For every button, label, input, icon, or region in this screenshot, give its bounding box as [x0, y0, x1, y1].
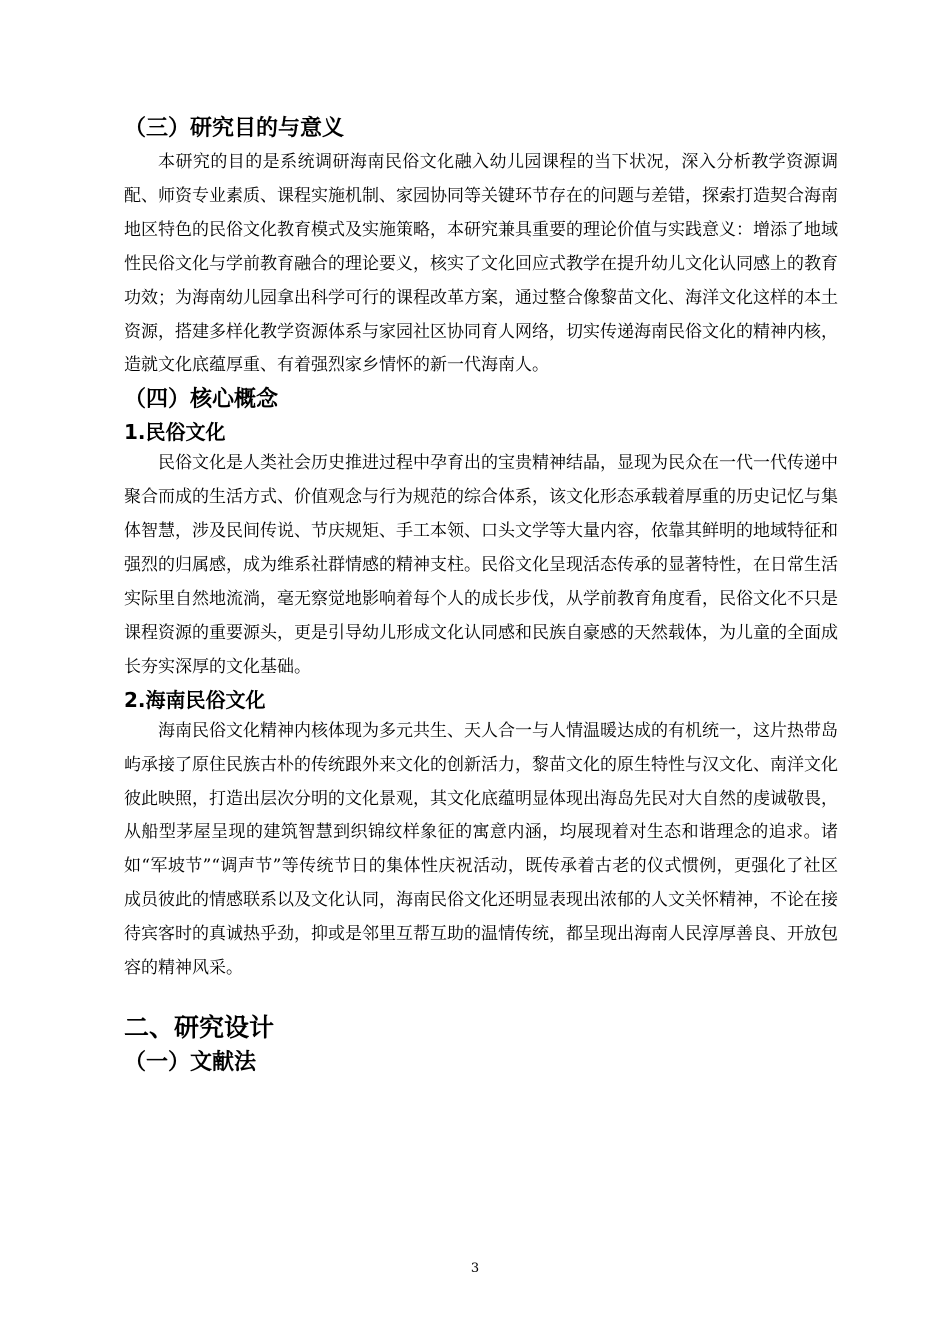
page-content — [124, 112, 838, 1080]
section-heading-purpose: （三）研究目的与意义 — [124, 116, 345, 141]
section-heading-literature-method: （一）文献法 — [124, 1049, 257, 1075]
paragraph-folk-culture: 民俗文化是人类社会历史推进过程中孕育出的宝贵精神结晶，显现为民众在一代一代传递中聚合而成的生活方式、价值观念与行为规范的综合体系，该文化形态承载着厚重的历史记忆与集体智慧，涉及民间传说、节庆规矩、手工本领、口头文学等大量内容，依靠其鲜明的地域特征和强烈的归属感，成为维系社群情感的精神支柱。民俗文化呈现活态传承的显著特性，在日常生活实际里自然地流淌，毫无察觉地影响着每个人的成长步伐，从学前教育角度看，民俗文化不只是课程资源的重要源头，更是引导幼儿形成文化认同感和民族自豪感的天然载体，为儿童的全面成长夯实深厚的文化基础。 — [124, 453, 838, 677]
subheading-hainan-folk-culture: 2.海南民俗文化 — [124, 687, 266, 712]
paragraph-purpose: 本研究的目的是系统调研海南民俗文化融入幼儿园课程的当下状况，深入分析教学资源调配、师资专业素质、课程实施机制、家园协同等关键环节存在的问题与差错，探索打造契合海南地区特色的民俗文化教育模式及实施策略，本研究兼具重要的理论价值与实践意义：增添了地域性民俗文化与学前教育融合的理论要义，核实了文化回应式教学在提升幼儿文化认同感上的教育功效；为海南幼儿园拿出科学可行的课程改革方案，通过整合像黎苗文化、海洋文化这样的本土资源，搭建多样化教学资源体系与家园社区协同育人网络，切实传递海南民俗文化的精神内核，造就文化底蕴厚重、有着强烈家乡情怀的新一代海南人。 — [124, 152, 838, 376]
paragraph-hainan-folk-culture: 海南民俗文化精神内核体现为多元共生、天人合一与人情温暖达成的有机统一，这片热带岛屿承接了原住民族古朴的传统跟外来文化的创新活力，黎苗文化的原生特性与汉文化、南洋文化彼此映照，打造出层次分明的文化景观，其文化底蕴明显体现出海岛先民对大自然的虔诚敬畏，从船型茅屋呈现的建筑智慧到织锦纹样象征的寓意内涵，均展现着对生态和谐理念的追求。诸如“军坡节”“调声节”等传统节日的集体性庆祝活动，既传承着古老的仪式惯例，更强化了社区成员彼此的情感联系以及文化认同，海南民俗文化还明显表现出浓郁的人文关怀精神，不论在接待宾客时的真诚热乎劲，抑或是邻里互帮互助的温情传统，都呈现出海南人民淳厚善良、开放包容的精神风采。 — [124, 720, 838, 979]
page-number: 3 — [470, 1261, 480, 1276]
section-spacer — [124, 986, 838, 1010]
chapter-heading-research-design: 二、研究设计 — [124, 1012, 275, 1042]
section-heading-core-concepts: （四）核心概念 — [124, 387, 279, 413]
subheading-folk-culture: 1.民俗文化 — [124, 420, 226, 445]
